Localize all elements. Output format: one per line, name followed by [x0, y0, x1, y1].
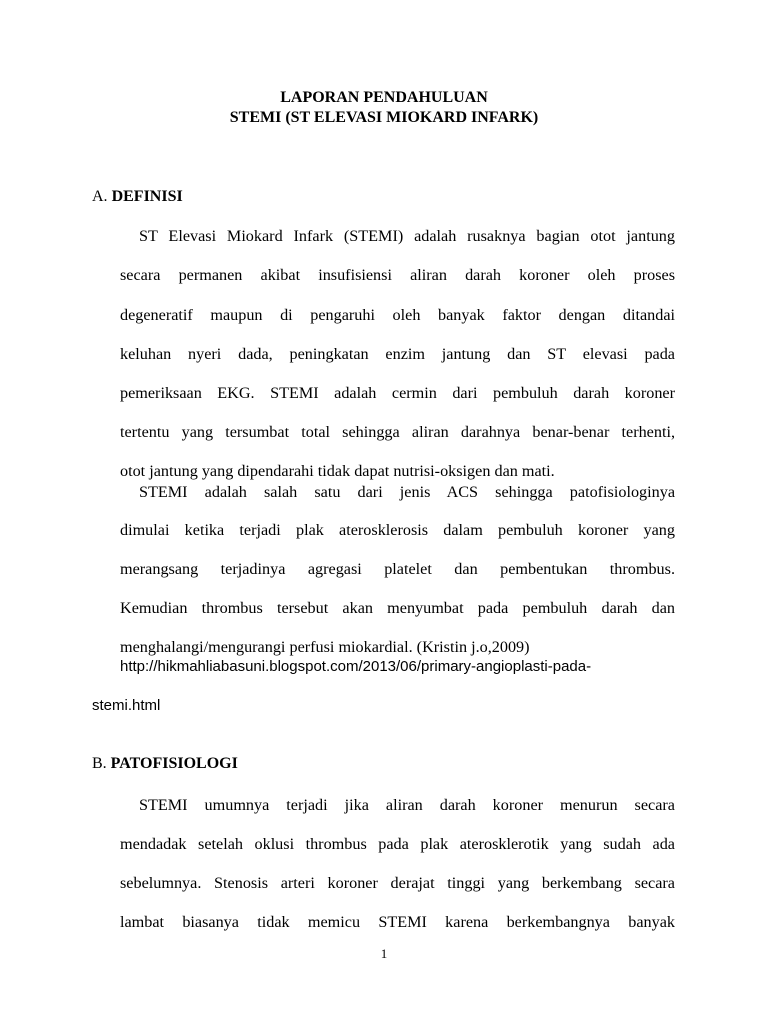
paragraph-line: mendadak setelah oklusi thrombus pada plak aterosklerotik yang sudah ada — [120, 835, 675, 853]
paragraph-line: secara permanen akibat insufisiensi aliran darah koroner oleh proses — [120, 266, 675, 284]
section-a-title: DEFINISI — [111, 188, 183, 205]
paragraph-line: ST Elevasi Miokard Infark (STEMI) adalah rusaknya bagian otot jantung — [139, 227, 675, 245]
paragraph-line: STEMI umumnya terjadi jika aliran darah koroner menurun secara — [139, 796, 675, 814]
paragraph-line: lambat biasanya tidak memicu STEMI karena berkembangnya banyak — [120, 913, 675, 931]
section-a-heading — [92, 187, 183, 207]
paragraph-line: merangsang terjadinya agregasi platelet dan pembentukan thrombus. — [120, 560, 675, 578]
section-b-letter: B. — [92, 755, 107, 772]
document-title-line2: STEMI (ST ELEVASI MIOKARD INFARK) — [229, 109, 539, 126]
paragraph-line: dimulai ketika terjadi plak aterosklerosis dalam pembuluh koroner yang — [120, 521, 675, 539]
paragraph-line: pemeriksaan EKG. STEMI adalah cermin dari pembuluh darah koroner — [120, 384, 675, 402]
document-title-line1: LAPORAN PENDAHULUAN — [280, 89, 488, 106]
paragraph-line: STEMI adalah salah satu dari jenis ACS sehingga patofisiologinya — [139, 483, 675, 501]
section-a-letter: A. — [92, 188, 108, 205]
reference-url-line: stemi.html — [92, 697, 161, 714]
paragraph-line: menghalangi/mengurangi perfusi miokardial. (Kristin j.o,2009) — [120, 638, 530, 656]
paragraph-line: tertentu yang tersumbat total sehingga aliran darahnya benar-benar terhenti, — [120, 423, 675, 441]
paragraph-line: keluhan nyeri dada, peningkatan enzim jantung dan ST elevasi pada — [120, 345, 675, 363]
reference-url-line: http://hikmahliabasuni.blogspot.com/2013/06/primary-angioplasti-pada- — [120, 658, 592, 675]
paragraph-line: otot jantung yang dipendarahi tidak dapat nutrisi-oksigen dan mati. — [120, 462, 555, 480]
section-b-heading — [92, 754, 238, 774]
section-b-title: PATOFISIOLOGI — [110, 755, 238, 772]
page-number: 1 — [380, 946, 388, 961]
paragraph-line: sebelumnya. Stenosis arteri koroner derajat tinggi yang berkembang secara — [120, 874, 675, 892]
paragraph-line: degeneratif maupun di pengaruhi oleh banyak faktor dengan ditandai — [120, 306, 675, 324]
paragraph-line: Kemudian thrombus tersebut akan menyumbat pada pembuluh darah dan — [120, 599, 675, 617]
